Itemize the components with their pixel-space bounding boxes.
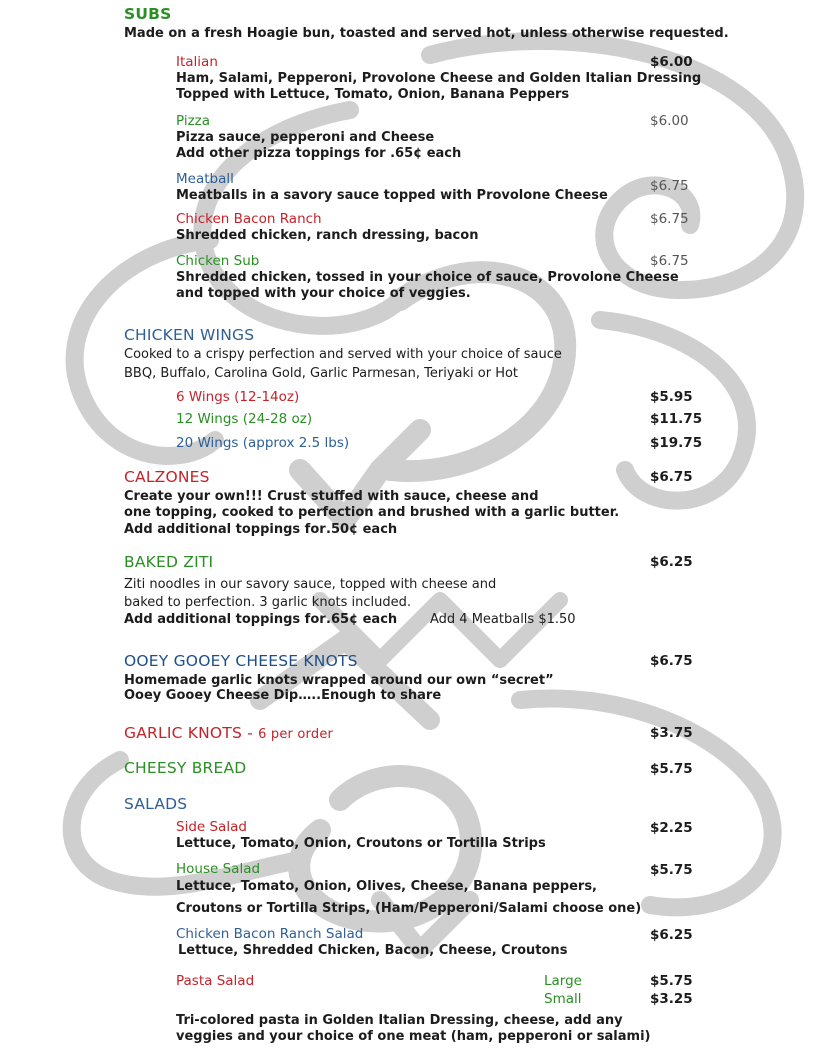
garlic-knots-note: 6 per order <box>258 727 334 742</box>
sub-meatball-price: $6.75 <box>650 178 689 194</box>
calzones-price: $6.75 <box>650 469 693 485</box>
ziti-desc-1: Ziti noodles in our savory sauce, topped with cheese and <box>124 577 497 592</box>
salad-house-price: $5.75 <box>650 862 693 878</box>
wings-desc-2: BBQ, Buffalo, Carolina Gold, Garlic Parmesan, Teriyaki or Hot <box>124 366 519 381</box>
ziti-meatball-addon: Add 4 Meatballs $1.50 <box>430 612 576 627</box>
salad-cbr-price: $6.25 <box>650 927 693 943</box>
wings-heading: CHICKEN WINGS <box>124 326 255 344</box>
salad-side-name: Side Salad <box>176 819 247 835</box>
sub-italian-desc-1: Ham, Salami, Pepperoni, Provolone Cheese and Golden Italian Dressing <box>176 71 702 86</box>
sub-pizza-name: Pizza <box>176 113 211 129</box>
sub-cbr-name: Chicken Bacon Ranch <box>176 211 322 227</box>
sub-chicken-name: Chicken Sub <box>176 253 260 269</box>
sub-cbr-price: $6.75 <box>650 211 689 227</box>
sub-cbr-desc: Shredded chicken, ranch dressing, bacon <box>176 228 479 243</box>
knots-desc-2: Ooey Gooey Cheese Dip…..Enough to share <box>124 688 442 703</box>
wings-desc-1: Cooked to a crispy perfection and served with your choice of sauce <box>124 347 562 362</box>
salad-side-desc: Lettuce, Tomato, Onion, Croutons or Tortilla Strips <box>176 836 546 851</box>
garlic-knots-price: $3.75 <box>650 725 693 741</box>
sub-chicken-desc-2: and topped with your choice of veggies. <box>176 286 471 301</box>
wings-20-label: 20 Wings (approx 2.5 lbs) <box>176 435 350 451</box>
salad-house-desc-1: Lettuce, Tomato, Onion, Olives, Cheese, Banana peppers, <box>176 879 597 894</box>
salad-house-name: House Salad <box>176 861 261 877</box>
wings-20-price: $19.75 <box>650 435 703 451</box>
salad-pasta-desc-2: veggies and your choice of one meat (ham, pepperoni or salami) <box>176 1029 651 1044</box>
salad-pasta-name: Pasta Salad <box>176 973 255 989</box>
sub-pizza-desc-2: Add other pizza toppings for .65¢ each <box>176 146 462 161</box>
knots-desc-1: Homemade garlic knots wrapped around our own “secret” <box>124 673 554 688</box>
salad-pasta-large-label: Large <box>544 973 582 989</box>
wings-6-label: 6 Wings (12-14oz) <box>176 389 300 405</box>
subs-description: Made on a fresh Hoagie bun, toasted and served hot, unless otherwise requested. <box>124 26 729 41</box>
cheesy-bread-price: $5.75 <box>650 761 693 777</box>
salad-pasta-small-label: Small <box>544 991 582 1007</box>
calzones-desc-2: one topping, cooked to perfection and brushed with a garlic butter. <box>124 505 620 520</box>
knots-heading: OOEY GOOEY CHEESE KNOTS <box>124 652 358 670</box>
salad-pasta-large-price: $5.75 <box>650 973 693 989</box>
salad-cbr-name: Chicken Bacon Ranch Salad <box>176 926 364 942</box>
salad-cbr-desc: Lettuce, Shredded Chicken, Bacon, Cheese, Croutons <box>178 943 568 958</box>
ziti-desc-2: baked to perfection. 3 garlic knots included. <box>124 595 412 610</box>
ziti-addon-price: .65¢ each <box>326 612 398 627</box>
garlic-knots-title: GARLIC KNOTS - <box>124 724 259 742</box>
sub-italian-price: $6.00 <box>650 54 693 70</box>
wings-6-price: $5.95 <box>650 389 693 405</box>
sub-pizza-price: $6.00 <box>650 113 689 129</box>
ziti-addon-label: Add additional toppings for <box>124 612 326 627</box>
sub-meatball-name: Meatball <box>176 171 234 187</box>
wings-12-label: 12 Wings (24-28 oz) <box>176 411 313 427</box>
calzones-addon-price: .50¢ each <box>326 522 398 537</box>
wings-12-price: $11.75 <box>650 411 703 427</box>
sub-italian-name: Italian <box>176 54 218 70</box>
calzones-heading: CALZONES <box>124 468 210 486</box>
sub-pizza-desc-1: Pizza sauce, pepperoni and Cheese <box>176 130 435 145</box>
knots-price: $6.75 <box>650 653 693 669</box>
sub-meatball-desc: Meatballs in a savory sauce topped with Provolone Cheese <box>176 188 608 203</box>
calzones-addon-label: Add additional toppings for <box>124 522 326 537</box>
sub-chicken-desc-1: Shredded chicken, tossed in your choice of sauce, Provolone Cheese <box>176 270 679 285</box>
salad-pasta-small-price: $3.25 <box>650 991 693 1007</box>
sub-italian-desc-2: Topped with Lettuce, Tomato, Onion, Banana Peppers <box>176 87 570 102</box>
ziti-price: $6.25 <box>650 554 693 570</box>
sub-chicken-price: $6.75 <box>650 253 689 269</box>
salads-heading: SALADS <box>124 795 188 813</box>
ziti-heading: BAKED ZITI <box>124 553 214 571</box>
salad-house-desc-2: Croutons or Tortilla Strips, (Ham/Pepperoni/Salami choose one) <box>176 901 642 916</box>
salad-pasta-desc-1: Tri-colored pasta in Golden Italian Dressing, cheese, add any <box>176 1013 623 1028</box>
cheesy-bread-heading: CHEESY BREAD <box>124 759 247 777</box>
subs-heading: SUBS <box>124 5 172 23</box>
calzones-desc-1: Create your own!!! Crust stuffed with sauce, cheese and <box>124 489 539 504</box>
garlic-knots-heading <box>124 724 333 742</box>
salad-side-price: $2.25 <box>650 820 693 836</box>
